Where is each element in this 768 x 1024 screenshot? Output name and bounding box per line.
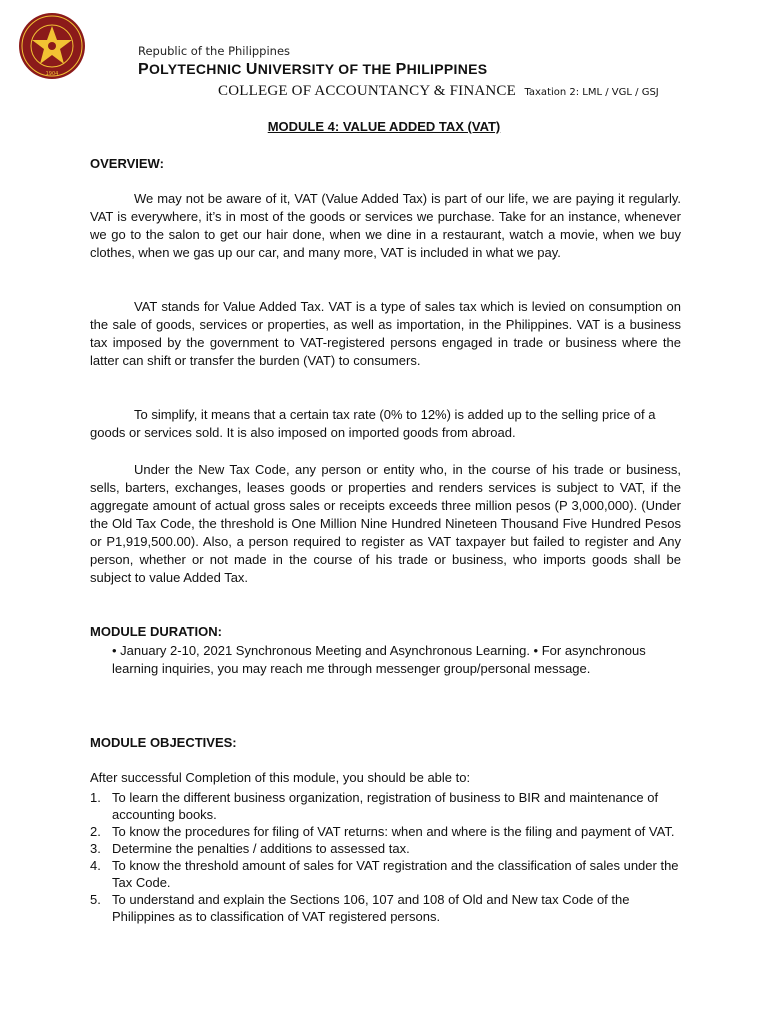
university-name-part: U bbox=[245, 61, 258, 78]
course-code: Taxation 2: LML / VGL / GSJ bbox=[524, 87, 659, 98]
objective-text: To learn the different business organization, registration of business to BIR and maintenance of accounting books. bbox=[112, 790, 659, 822]
objectives-intro: After successful Completion of this module, you should be able to: bbox=[90, 770, 471, 785]
overview-heading: OVERVIEW: bbox=[90, 156, 164, 171]
objective-text: To understand and explain the Sections 106, 107 and 108 of Old and New tax Code of the Philippines as to classification of VAT registered persons. bbox=[112, 892, 630, 924]
university-seal-logo bbox=[18, 12, 86, 80]
college-name: COLLEGE OF ACCOUNTANCY & FINANCE bbox=[218, 83, 516, 99]
university-name-part: NIVERSITY OF THE bbox=[257, 61, 396, 77]
objective-text: Determine the penalties / additions to assessed tax. bbox=[112, 841, 410, 856]
objective-item bbox=[90, 789, 690, 823]
objective-item bbox=[90, 891, 690, 925]
objectives-list bbox=[90, 789, 690, 925]
overview-paragraph-3: To simplify, it means that a certain tax rate (0% to 12%) is added up to the selling price of a goods or services sold. It is also imposed on imported goods from abroad. bbox=[90, 407, 656, 440]
duration-text: • January 2-10, 2021 Synchronous Meeting and Asynchronous Learning. • For asynchronous learning inquiries, you may reach me through messenger group/personal message. bbox=[112, 643, 646, 676]
overview-paragraph-2: VAT stands for Value Added Tax. VAT is a type of sales tax which is levied on consumption on the sale of goods, services or properties, as well as importation, in the Philippines. VAT is a business tax imposed by the government to VAT-registered persons engaged in trade or business where the latter can shift or transfer the burden (VAT) to consumers. bbox=[90, 299, 681, 368]
objective-number: 4. bbox=[90, 858, 101, 873]
objective-number: 1. bbox=[90, 790, 101, 805]
objective-number: 2. bbox=[90, 824, 101, 839]
college-line bbox=[218, 82, 659, 100]
svg-text:1904: 1904 bbox=[45, 71, 59, 77]
duration-heading: MODULE DURATION: bbox=[90, 624, 222, 639]
objective-text: To know the threshold amount of sales for VAT registration and the classification of sales under the Tax Code. bbox=[112, 858, 679, 890]
objective-number: 3. bbox=[90, 841, 101, 856]
university-name-part: OLYTECHNIC bbox=[148, 61, 246, 77]
university-name-part: P bbox=[395, 61, 407, 78]
republic-label: Republic of the Philippines bbox=[138, 44, 291, 58]
university-name-part: P bbox=[138, 61, 149, 78]
university-name-part: HILIPPINES bbox=[406, 61, 488, 77]
objective-number: 5. bbox=[90, 892, 101, 907]
document-header bbox=[138, 44, 487, 79]
objectives-heading: MODULE OBJECTIVES: bbox=[90, 735, 237, 750]
overview-paragraph-1: We may not be aware of it, VAT (Value Added Tax) is part of our life, we are paying it regularly. VAT is everywhere, it’s in most of the goods or services we purchase. Take for an instance, whenever we go to the salon to get our hair done, when we dine in a restaurant, watch a movie, when we buy clothes, when we gas up our car, and many more, VAT is included in what we pay. bbox=[90, 191, 681, 260]
objective-text: To know the procedures for filing of VAT returns: when and where is the filing and payment of VAT. bbox=[112, 824, 675, 839]
university-name bbox=[138, 61, 487, 79]
overview-paragraph-4: Under the New Tax Code, any person or entity who, in the course of his trade or business, sells, barters, exchanges, leases goods or properties and renders services is subject to VAT, if the aggregate amount of actual gross sales or receipts exceeds three million pesos (P 3,000,000). (Under the Old Tax Code, the threshold is One Million Nine Hundred Nineteen Thousand Five Hundred Pesos or P1,919,500.00). Also, a person required to register as VAT taxpayer but failed to register and Any person, whether or not made in the course of his trade or business, who imports goods shall be subject to value Added Tax. bbox=[90, 462, 681, 585]
module-title: MODULE 4: VALUE ADDED TAX (VAT) bbox=[267, 119, 501, 134]
objective-item bbox=[90, 823, 690, 840]
objective-item bbox=[90, 840, 690, 857]
objective-item bbox=[90, 857, 690, 891]
